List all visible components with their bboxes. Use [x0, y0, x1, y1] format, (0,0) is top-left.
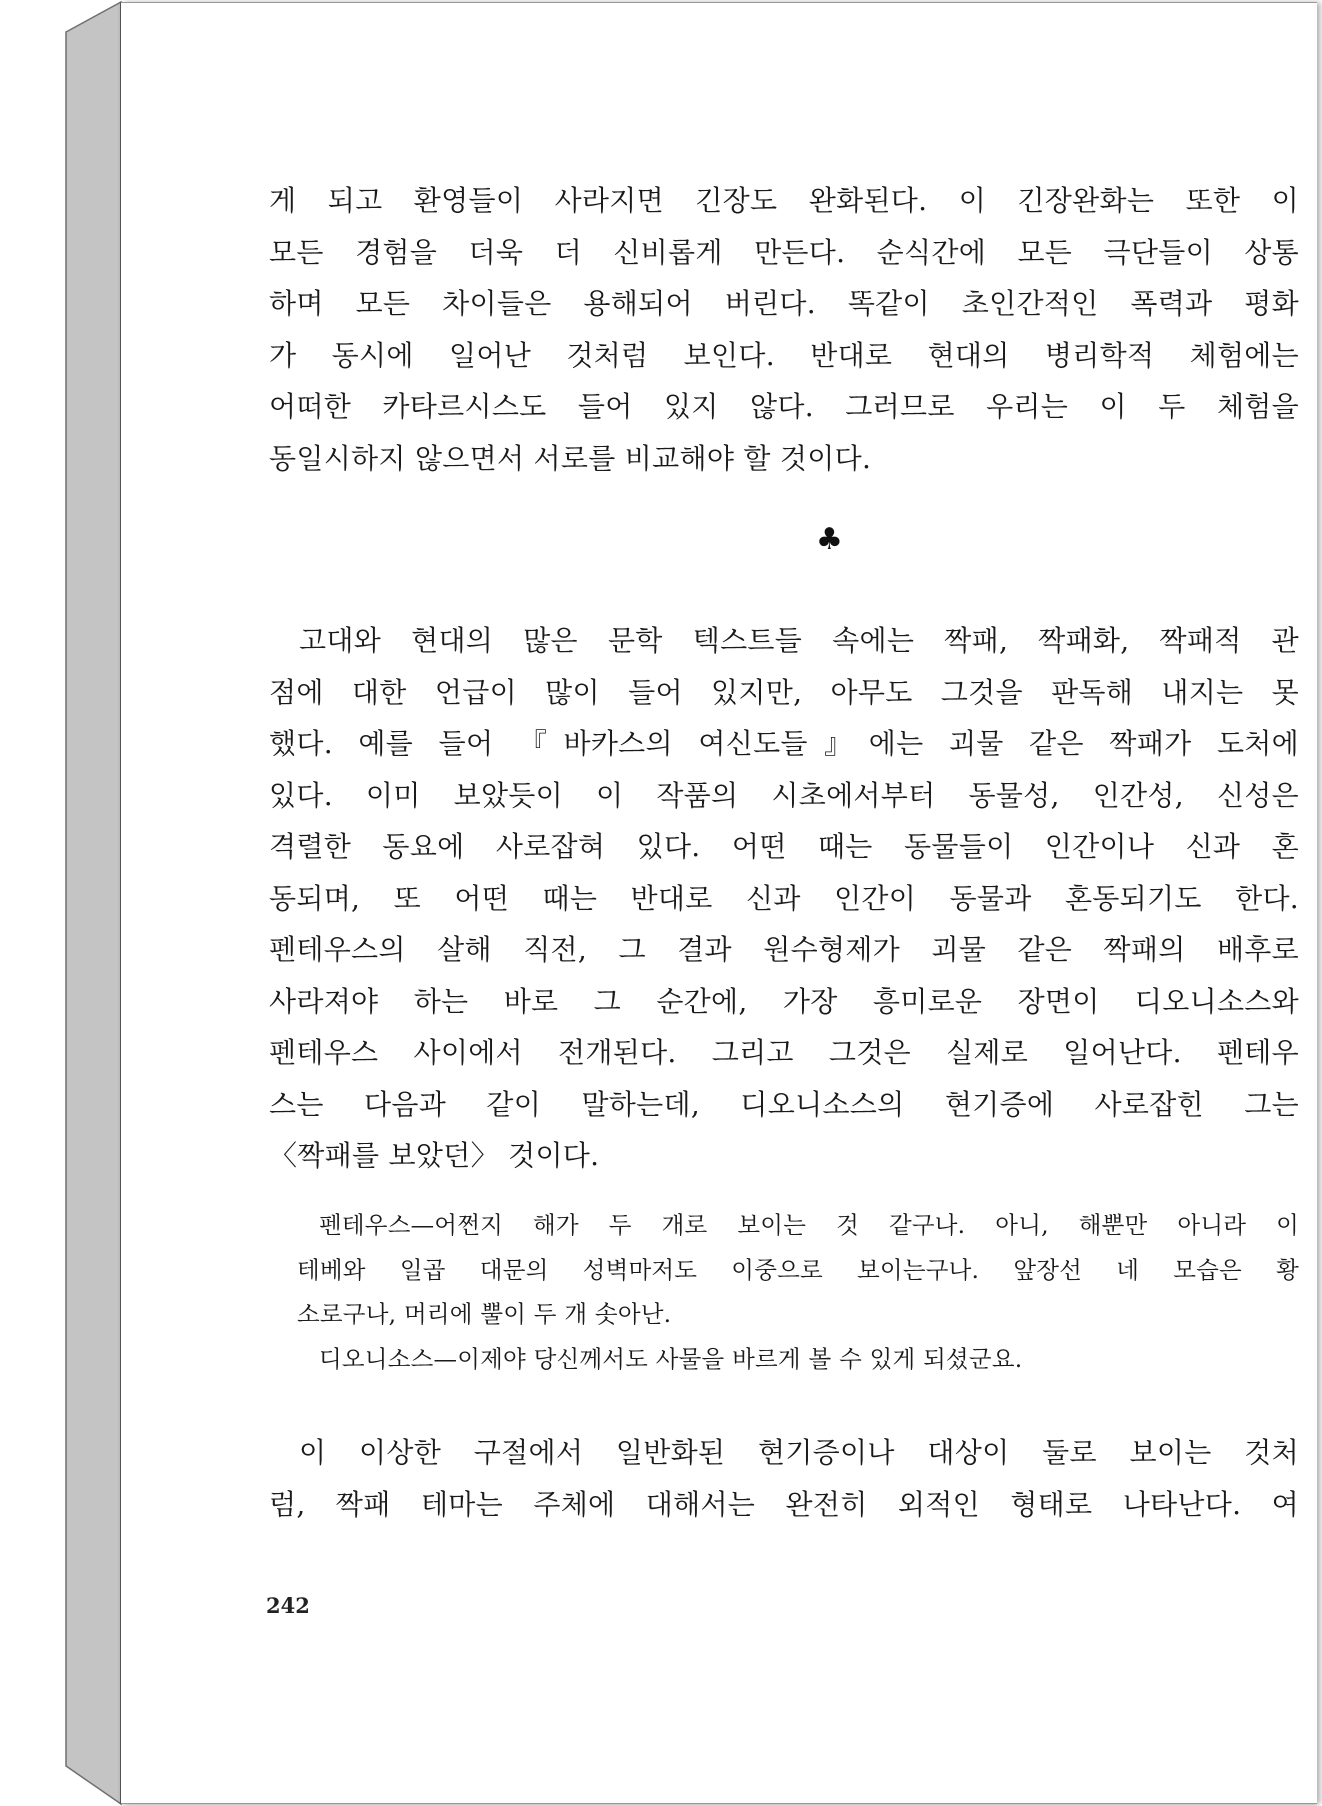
text-line: 어떠한 카타르시스도 들어 있지 않다. 그러므로 우리는 이 두 체험을 — [269, 390, 1299, 423]
text-line: 모든 경험을 더욱 더 신비롭게 만든다. 순식간에 모든 극단들이 상통 — [269, 235, 1299, 269]
book-page — [121, 2, 1317, 1804]
quote-line: 테베와 일곱 대문의 성벽마저도 이중으로 보이는구나. 앞장선 네 모습은 황 — [297, 1255, 1299, 1284]
text-line: 펜테우스의 살해 직전, 그 결과 원수형제가 괴물 같은 짝패의 배후로 — [269, 933, 1299, 966]
text-line: 하며 모든 차이들은 용해되어 버린다. 똑같이 초인간적인 폭력과 평화 — [269, 287, 1299, 320]
text-line: 격렬한 동요에 사로잡혀 있다. 어떤 때는 동물들이 인간이나 신과 혼 — [269, 830, 1299, 863]
book-spine-edge — [0, 0, 130, 1806]
text-line: 이 이상한 구절에서 일반화된 현기증이나 대상이 둘로 보이는 것처 — [299, 1436, 1299, 1469]
text-line: 있다. 이미 보았듯이 이 작품의 시초에서부터 동물성, 인간성, 신성은 — [269, 778, 1299, 812]
quote-line: 펜테우스—어쩐지 해가 두 개로 보이는 것 같구나. 아니, 해뿐만 아니라 이 — [319, 1211, 1299, 1239]
dialogue-quote — [297, 1203, 1299, 1381]
paragraph-1 — [269, 175, 1299, 484]
club-ornament-icon: ♣ — [816, 522, 843, 557]
text-line: 스는 다음과 같이 말하는데, 디오니소스의 현기증에 사로잡힌 그는 — [269, 1087, 1299, 1121]
text-line: 동일시하지 않으면서 서로를 비교해야 할 것이다. — [269, 441, 872, 475]
text-line: 게 되고 환영들이 사라지면 긴장도 완화된다. 이 긴장완화는 또한 이 — [269, 184, 1299, 217]
text-line: 펜테우스 사이에서 전개된다. 그리고 그것은 실제로 일어난다. 펜테우 — [269, 1036, 1299, 1069]
paragraph-2 — [269, 615, 1299, 1182]
quote-line: 디오니소스—이제야 당신께서도 사물을 바르게 볼 수 있게 되셨군요. — [319, 1344, 1023, 1373]
text-line: 점에 대한 언급이 많이 들어 있지만, 아무도 그것을 판독해 내지는 못 — [269, 675, 1299, 709]
text-line: 고대와 현대의 많은 문학 텍스트들 속에는 짝패, 짝패화, 짝패적 관 — [299, 624, 1299, 657]
quote-line: 소로구나, 머리에 뿔이 두 개 솟아난. — [297, 1300, 672, 1328]
text-line: 사라져야 하는 바로 그 순간에, 가장 흥미로운 장면이 디오니소스와 — [269, 984, 1299, 1018]
paragraph-3 — [269, 1427, 1299, 1530]
text-line: 했다. 예를 들어 『바카스의 여신도들』에는 괴물 같은 짝패가 도처에 — [269, 727, 1299, 760]
text-line: 동되며, 또 어떤 때는 반대로 신과 인간이 동물과 혼동되기도 한다. — [269, 881, 1299, 915]
page-number: 242 — [266, 1593, 310, 1618]
text-line: 〈짝패를 보았던〉 것이다. — [269, 1139, 600, 1172]
text-line: 럼, 짝패 테마는 주체에 대해서는 완전히 외적인 형태로 나타난다. 여 — [269, 1487, 1299, 1521]
text-line: 가 동시에 일어난 것처럼 보인다. 반대로 현대의 병리학적 체험에는 — [269, 338, 1299, 372]
